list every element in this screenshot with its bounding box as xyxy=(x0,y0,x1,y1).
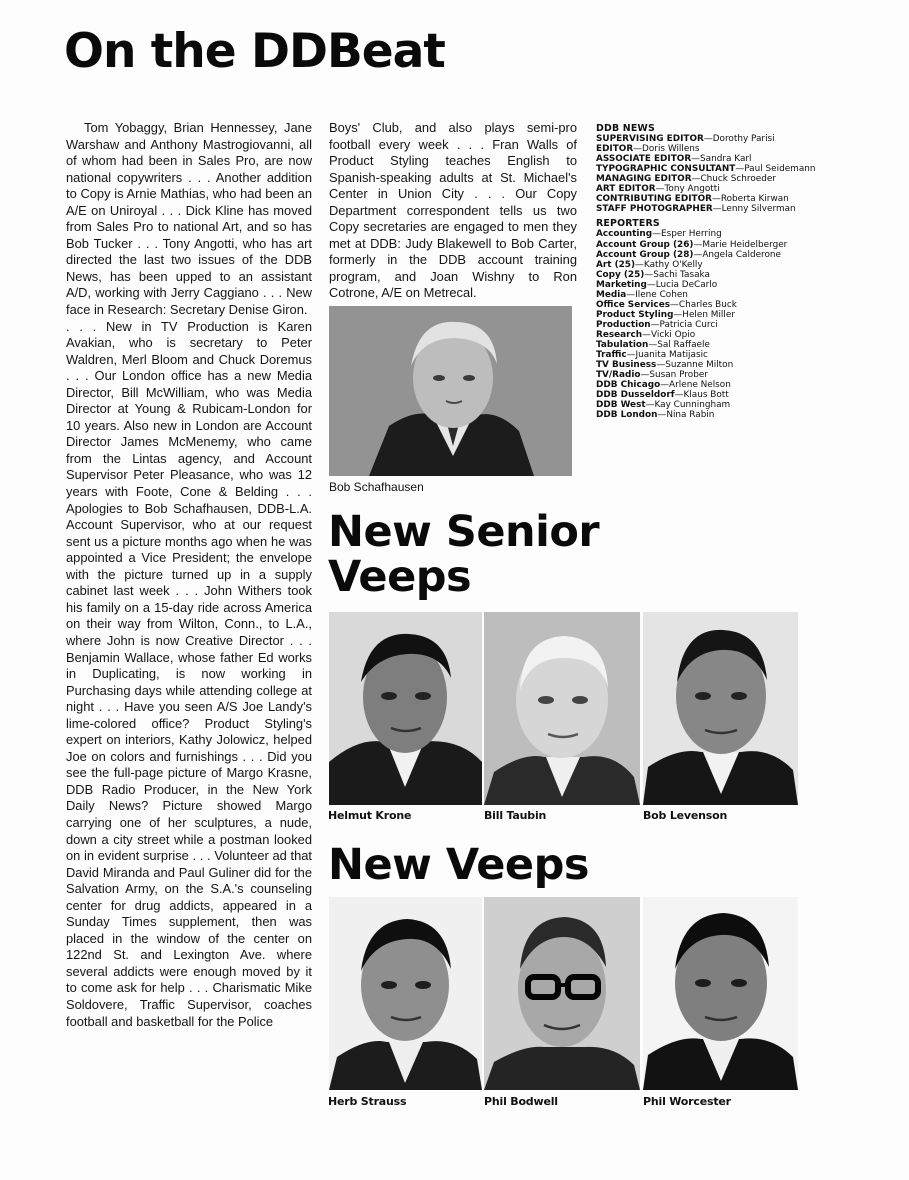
reporter-entry: TV Business—Suzanne Milton xyxy=(596,360,734,371)
editor-name: Paul Seidemann xyxy=(744,164,816,175)
reporter-entry: Art (25)—Kathy O'Kelly xyxy=(596,259,703,270)
editor-name: Chuck Schroeder xyxy=(700,174,776,185)
reporter-role: TV Business xyxy=(596,360,657,371)
worcester-caption: Phil Worcester xyxy=(643,1095,731,1108)
schafhausen-photo xyxy=(329,306,572,476)
reporter-role: Marketing xyxy=(596,279,647,290)
editor-entry: CONTRIBUTING EDITOR—Roberta Kirwan xyxy=(596,194,789,205)
reporter-name: Arlene Nelson xyxy=(669,380,731,391)
reporter-name: Helen Miller xyxy=(682,309,735,320)
reporter-role: Tabulation xyxy=(596,339,649,350)
reporter-name: Sachi Tasaka xyxy=(653,269,710,280)
bodwell-photo xyxy=(484,897,640,1090)
reporter-entry: Traffic—Juanita Matijasic xyxy=(596,350,708,361)
krone-photo xyxy=(329,612,482,805)
reporter-role: DDB West xyxy=(596,400,646,411)
staff-box xyxy=(596,124,896,420)
news-column-left xyxy=(66,120,312,1030)
strauss-photo xyxy=(329,897,482,1090)
reporter-role: Account Group (28) xyxy=(596,249,694,260)
editor-entry: TYPOGRAPHIC CONSULTANT—Paul Seidemann xyxy=(596,164,816,175)
reporters-heading: REPORTERS xyxy=(596,218,660,230)
reporter-name: Suzanne Milton xyxy=(665,360,734,371)
reporter-name: Esper Herring xyxy=(660,229,722,240)
editor-role: CONTRIBUTING EDITOR xyxy=(596,194,712,205)
reporter-role: DDB Chicago xyxy=(596,380,661,391)
levenson-photo xyxy=(643,612,798,805)
editor-role: TYPOGRAPHIC CONSULTANT xyxy=(596,164,736,175)
reporter-name: Ilene Cohen xyxy=(635,289,688,300)
staff-heading: DDB NEWS xyxy=(596,123,655,134)
reporter-role: TV/Radio xyxy=(596,370,641,381)
editor-entry: EDITOR—Doris Willens xyxy=(596,144,700,155)
page-title: On the DDBeat xyxy=(64,24,445,79)
reporter-name: Sal Raffaele xyxy=(657,339,710,350)
reporter-entry: Account Group (28)—Angela Calderone xyxy=(596,249,782,260)
reporter-entry: Account Group (26)—Marie Heidelberger xyxy=(596,239,788,250)
senior-veeps-heading xyxy=(328,507,600,602)
reporter-role: Media xyxy=(596,289,627,300)
reporter-role: Copy (25) xyxy=(596,269,645,280)
reporter-entry: Tabulation—Sal Raffaele xyxy=(596,339,710,350)
editor-name: Doris Willens xyxy=(642,144,700,155)
reporter-name: Juanita Matijasic xyxy=(635,350,708,361)
reporter-role: Production xyxy=(596,319,651,330)
reporter-entry: Media—Ilene Cohen xyxy=(596,289,688,300)
reporter-entry: Research—Vicki Opio xyxy=(596,329,696,340)
editors-list xyxy=(596,134,896,214)
reporter-role: Research xyxy=(596,329,643,340)
reporter-entry: DDB London—Nina Rabin xyxy=(596,410,715,421)
reporter-name: Nina Rabin xyxy=(666,410,715,421)
reporter-role: DDB London xyxy=(596,410,658,421)
taubin-photo xyxy=(484,612,640,805)
editor-entry: MANAGING EDITOR—Chuck Schroeder xyxy=(596,174,776,185)
news-paragraph-2: . . . New in TV Production is Karen Avakian, who is secretary to Peter Waldren, Merl Bloom and Chuck Doremus . . . Our London office has a new Media Director, Bill McWilliam, who was Media Director at Young & Rubicam-London for 10 years. Also new in London are Account Director James McMenemy, who came from the Lintas agency, and Account Supervisor Peter Pleasance, who was 12 years with Foote, Cone & Belding . . . Apologies to Bob Schafhausen, DDB-L.A. Account Supervisor, who at our request sent us a picture months ago when he was appointed a Vice President; the envelope with the picture turned up in a supply cabinet last week . . . John Withers took his family on a 15-day ride across America on their way from Wilton, Conn., to L.A., where John is now Creative Director . . . Benjamin Wallace, whose father Ed works in Duplicating, is now working in Purchasing days while attending college at night . . . Have you seen A/S Joe Landy's lime-colored office? Product Styling's expert on interiors, Kathy Jolowicz, helped Joe on colors and furnishings . . . Did you see the full-page picture of Margo Krasne, DDB Radio Producer, in the New York Daily News? Picture showed Margo carrying one of her sculptures, a nude, down a city street while a postman looked on in evident surprise . . . Volunteer ad that David Miranda and Paul Guliner did for the Salvation Army, on the S.A.'s counseling center for drug addicts, appeared in a Sunday Times supplement, then was placed in the window of the center on 122nd St. and Lexington Ave. where several addicts were enough moved by it to come ask for help . . . Charismatic Mike Soldovere, Traffic Supervisor, coaches football and basketball for the Police xyxy=(66,318,312,1029)
reporters-list xyxy=(596,229,896,420)
editor-name: Roberta Kirwan xyxy=(720,194,789,205)
reporter-role: Product Styling xyxy=(596,309,674,320)
editor-role: ART EDITOR xyxy=(596,184,656,195)
reporter-entry: DDB Chicago—Arlene Nelson xyxy=(596,380,731,391)
news-column-middle xyxy=(329,120,577,302)
senior-veeps-heading-line2: Veeps xyxy=(328,552,472,602)
editor-entry: ASSOCIATE EDITOR—Sandra Karl xyxy=(596,154,752,165)
reporter-role: DDB Dusseldorf xyxy=(596,390,675,401)
reporter-role: Accounting xyxy=(596,229,653,240)
krone-caption: Helmut Krone xyxy=(328,809,412,822)
reporter-entry: DDB West—Kay Cunningham xyxy=(596,400,731,411)
reporter-name: Klaus Bott xyxy=(683,390,729,401)
reporter-entry: Office Services—Charles Buck xyxy=(596,299,737,310)
levenson-caption: Bob Levenson xyxy=(643,809,728,822)
editor-name: Lenny Silverman xyxy=(721,204,796,215)
reporter-entry: Marketing—Lucia DeCarlo xyxy=(596,279,718,290)
worcester-photo xyxy=(643,897,798,1090)
reporter-role: Art (25) xyxy=(596,259,636,270)
reporter-entry: Copy (25)—Sachi Tasaka xyxy=(596,269,710,280)
editor-role: SUPERVISING EDITOR xyxy=(596,134,704,145)
reporter-name: Susan Prober xyxy=(649,370,708,381)
reporter-name: Vicki Opio xyxy=(650,329,696,340)
new-veeps-heading: New Veeps xyxy=(328,840,589,890)
strauss-caption: Herb Strauss xyxy=(328,1095,407,1108)
reporter-name: Kathy O'Kelly xyxy=(643,259,703,270)
editor-entry: STAFF PHOTOGRAPHER—Lenny Silverman xyxy=(596,204,796,215)
reporter-entry: TV/Radio—Susan Prober xyxy=(596,370,708,381)
news-paragraph-3: Boys' Club, and also plays semi-pro football every week . . . Fran Walls of Product Styling teaches English to Spanish-speaking adults at St. Michael's Center in Union City . . . Our Copy Department correspondent tells us two Copy secretaries are engaged to men they met at DDB: Judy Blakewell to Bob Carter, formerly in the DDB account training program, and Joan Wishny to Ron Cotrone, A/E on Metrecal. xyxy=(329,120,577,301)
reporter-name: Angela Calderone xyxy=(702,249,782,260)
reporter-role: Office Services xyxy=(596,299,670,310)
reporter-name: Kay Cunningham xyxy=(654,400,731,411)
reporter-name: Charles Buck xyxy=(678,299,737,310)
reporter-role: Traffic xyxy=(596,350,627,361)
editor-name: Sandra Karl xyxy=(700,154,752,165)
taubin-caption: Bill Taubin xyxy=(484,809,547,822)
editor-name: Tony Angotti xyxy=(664,184,720,195)
reporter-name: Marie Heidelberger xyxy=(702,239,788,250)
editor-role: ASSOCIATE EDITOR xyxy=(596,154,692,165)
reporter-name: Lucia DeCarlo xyxy=(655,279,718,290)
reporter-name: Patricia Curci xyxy=(659,319,718,330)
reporter-role: Account Group (26) xyxy=(596,239,694,250)
bodwell-caption: Phil Bodwell xyxy=(484,1095,558,1108)
schafhausen-caption: Bob Schafhausen xyxy=(329,480,424,494)
reporter-entry: DDB Dusseldorf—Klaus Bott xyxy=(596,390,729,401)
editor-entry: ART EDITOR—Tony Angotti xyxy=(596,184,720,195)
senior-veeps-heading-line1: New Senior xyxy=(328,507,600,557)
reporter-entry: Accounting—Esper Herring xyxy=(596,229,722,240)
news-paragraph-1: Tom Yobaggy, Brian Hennessey, Jane Warshaw and Anthony Mastrogiovanni, all of whom had been in Sales Pro, are now national copywriters . . . Another addition to Copy is Arnie Mathias, who had been an A/E on Uniroyal . . . Dick Kline has moved from Sales Pro to national Art, and so has Bob Tucker . . . Tony Angotti, who has art directed the last two issues of the DDB News, has been upped to an assistant A/D, working with Jerry Caggiano . . . New face in Research: Secretary Denise Giron. xyxy=(66,120,312,318)
editor-role: EDITOR xyxy=(596,144,634,155)
editor-entry: SUPERVISING EDITOR—Dorothy Parisi xyxy=(596,134,775,145)
editor-role: MANAGING EDITOR xyxy=(596,174,692,185)
editor-role: STAFF PHOTOGRAPHER xyxy=(596,204,713,215)
reporter-entry: Production—Patricia Curci xyxy=(596,319,718,330)
reporter-entry: Product Styling—Helen Miller xyxy=(596,309,735,320)
editor-name: Dorothy Parisi xyxy=(712,134,775,145)
